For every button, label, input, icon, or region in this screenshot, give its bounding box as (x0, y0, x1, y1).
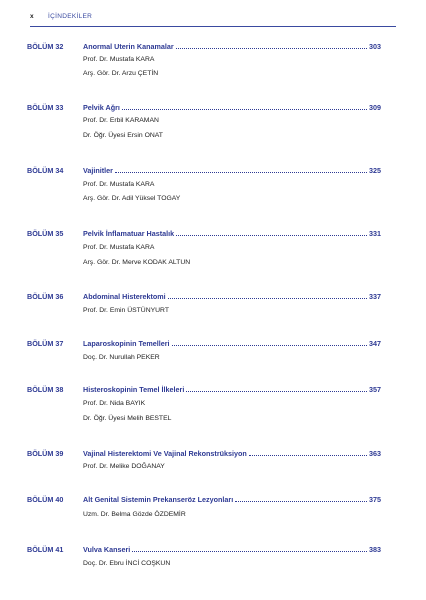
author: Arş. Gör. Dr. Arzu ÇETİN (83, 70, 159, 77)
toc-entry-link[interactable] (83, 449, 381, 458)
author: Doç. Dr. Ebru İNCİ COŞKUN (83, 560, 171, 567)
page-reference: 331 (369, 229, 381, 238)
author: Prof. Dr. Erbil KARAMAN (83, 117, 159, 124)
dot-leader (172, 339, 367, 346)
chapter-number: BÖLÜM 34 (27, 166, 64, 175)
dot-leader (176, 42, 367, 49)
author: Dr. Öğr. Üyesi Melih BESTEL (83, 415, 172, 422)
toc-entry-link[interactable] (83, 292, 381, 301)
dot-leader (168, 292, 367, 299)
chapter-number: BÖLÜM 37 (27, 339, 64, 348)
chapter-number: BÖLÜM 32 (27, 42, 64, 51)
author: Prof. Dr. Melike DOĞANAY (83, 463, 165, 470)
toc-entry-link[interactable] (83, 166, 381, 175)
toc-entry-link[interactable] (83, 385, 381, 394)
toc-entry-link[interactable] (83, 103, 381, 112)
author: Prof. Dr. Mustafa KARA (83, 181, 155, 188)
author: Prof. Dr. Mustafa KARA (83, 244, 155, 251)
dot-leader (235, 495, 367, 502)
toc-entry-link[interactable] (83, 495, 381, 504)
page-reference: 303 (369, 42, 381, 51)
chapter-title: Alt Genital Sistemin Prekanseröz Lezyonları (83, 495, 234, 504)
toc-entry-link[interactable] (83, 42, 381, 51)
chapter-number: BÖLÜM 33 (27, 103, 64, 112)
chapter-title: Pelvik Ağrı (83, 103, 120, 112)
toc-entry-link[interactable] (83, 229, 381, 238)
dot-leader (132, 545, 367, 552)
page-reference: 337 (369, 292, 381, 301)
author: Prof. Dr. Emin ÜSTÜNYURT (83, 307, 169, 314)
dot-leader (176, 229, 367, 236)
page-reference: 357 (369, 385, 381, 394)
chapter-title: Vajinitler (83, 166, 113, 175)
author: Doç. Dr. Nurullah PEKER (83, 354, 160, 361)
page-header (30, 12, 396, 27)
page-reference: 309 (369, 103, 381, 112)
toc-entry-link[interactable] (83, 339, 381, 348)
chapter-number: BÖLÜM 41 (27, 545, 64, 554)
chapter-number: BÖLÜM 40 (27, 495, 64, 504)
dot-leader (249, 449, 367, 456)
dot-leader (115, 166, 367, 173)
author: Prof. Dr. Mustafa KARA (83, 56, 155, 63)
dot-leader (186, 385, 367, 392)
chapter-title: Vajinal Histerektomi Ve Vajinal Rekonstrüksiyon (83, 449, 247, 458)
page-reference: 363 (369, 449, 381, 458)
toc-entry-link[interactable] (83, 545, 381, 554)
author: Prof. Dr. Nida BAYIK (83, 400, 146, 407)
chapter-number: BÖLÜM 39 (27, 449, 64, 458)
chapter-number: BÖLÜM 38 (27, 385, 64, 394)
author: Arş. Gör. Dr. Adil Yüksel TOGAY (83, 195, 181, 202)
page-reference: 347 (369, 339, 381, 348)
chapter-title: Vulva Kanseri (83, 545, 131, 554)
page-reference: 383 (369, 545, 381, 554)
running-title: İÇİNDEKİLER (48, 13, 93, 20)
author: Dr. Öğr. Üyesi Ersin ONAT (83, 132, 163, 139)
page-reference: 375 (369, 495, 381, 504)
chapter-title: Abdominal Histerektomi (83, 292, 166, 301)
author: Arş. Gör. Dr. Merve KODAK ALTUN (83, 259, 191, 266)
chapter-number: BÖLÜM 35 (27, 229, 64, 238)
page-number: x (30, 13, 34, 20)
chapter-number: BÖLÜM 36 (27, 292, 64, 301)
chapter-title: Anormal Uterin Kanamalar (83, 42, 174, 51)
chapter-title: Laparoskopinin Temelleri (83, 339, 170, 348)
chapter-title: Pelvik İnflamatuar Hastalık (83, 229, 175, 238)
chapter-title: Histeroskopinin Temel İlkeleri (83, 385, 185, 394)
author: Uzm. Dr. Belma Gözde ÖZDEMİR (83, 511, 186, 518)
dot-leader (122, 103, 367, 110)
page-reference: 325 (369, 166, 381, 175)
